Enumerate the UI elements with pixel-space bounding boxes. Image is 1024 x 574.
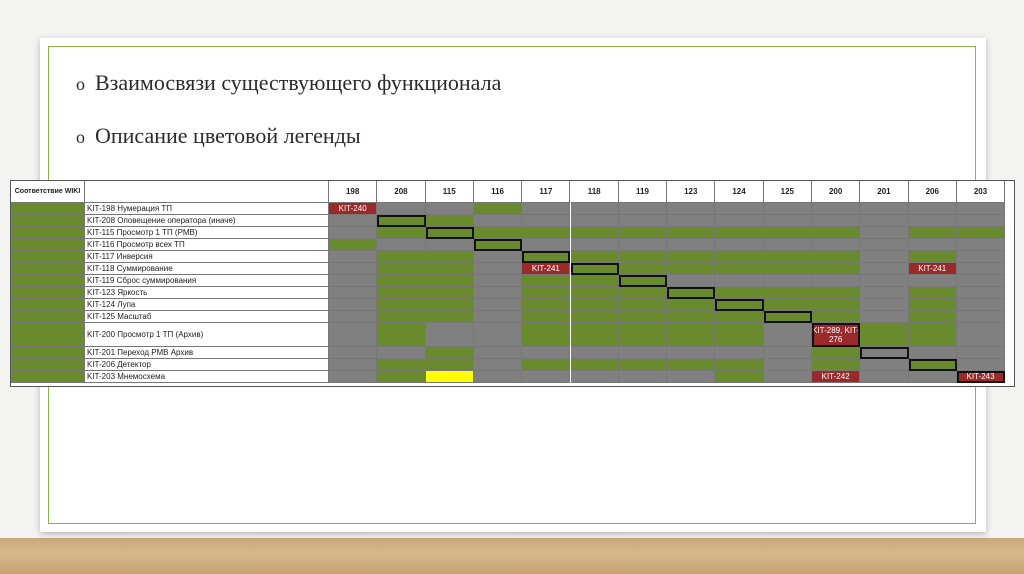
dependency-matrix (10, 180, 1015, 387)
matrix-cell (860, 371, 908, 383)
matrix-cell (619, 311, 667, 323)
wiki-status-cell (11, 359, 85, 371)
row-label: KIT-119 Сброс суммирования (85, 275, 329, 287)
matrix-cell (377, 359, 425, 371)
matrix-cell (764, 215, 812, 227)
matrix-cell (667, 215, 715, 227)
matrix-cell (474, 215, 522, 227)
matrix-cell (860, 311, 908, 323)
matrix-cell (619, 275, 667, 287)
matrix-cell (957, 299, 1005, 311)
matrix-cell (474, 323, 522, 347)
matrix-cell (957, 275, 1005, 287)
matrix-cell (957, 239, 1005, 251)
matrix-cell (474, 359, 522, 371)
matrix-cell (426, 215, 474, 227)
matrix-cell (474, 275, 522, 287)
matrix-cell (764, 275, 812, 287)
matrix-cell (667, 311, 715, 323)
bullet-1 (76, 70, 501, 96)
matrix-cell (474, 347, 522, 359)
matrix-cell (426, 263, 474, 275)
matrix-cell (571, 359, 619, 371)
matrix-cell (715, 251, 763, 263)
matrix-cell (619, 251, 667, 263)
matrix-cell (474, 311, 522, 323)
matrix-cell (426, 227, 474, 239)
matrix-cell (571, 275, 619, 287)
matrix-cell (715, 239, 763, 251)
column-header: 200 (812, 181, 860, 203)
matrix-cell (377, 371, 425, 383)
wiki-status-cell (11, 239, 85, 251)
matrix-cell (667, 323, 715, 347)
matrix-cell (571, 311, 619, 323)
matrix-cell (909, 275, 957, 287)
matrix-cell (377, 239, 425, 251)
column-header: 203 (957, 181, 1005, 203)
matrix-cell (474, 287, 522, 299)
matrix-cell (329, 215, 377, 227)
matrix-cell (667, 227, 715, 239)
matrix-cell (764, 239, 812, 251)
column-header: 206 (909, 181, 957, 203)
matrix-cell (377, 227, 425, 239)
matrix-cell (329, 323, 377, 347)
column-header: 115 (426, 181, 474, 203)
matrix-cell (377, 347, 425, 359)
matrix-cell (957, 251, 1005, 263)
matrix-cell (812, 251, 860, 263)
bullet-marker: o (76, 127, 85, 147)
matrix-cell (667, 239, 715, 251)
column-header: 117 (522, 181, 570, 203)
matrix-cell (957, 311, 1005, 323)
row-label: KIT-198 Нумерация ТП (85, 203, 329, 215)
matrix-cell (377, 323, 425, 347)
matrix-cell (667, 359, 715, 371)
matrix-cell (522, 347, 570, 359)
matrix-cell (764, 323, 812, 347)
matrix-cell (909, 251, 957, 263)
matrix-cell (860, 347, 908, 359)
row-label: KIT-125 Масштаб (85, 311, 329, 323)
matrix-cell (909, 359, 957, 371)
ticket-badge: KIT-289, KIT-276 (812, 323, 860, 347)
matrix-cell (667, 263, 715, 275)
matrix-cell (522, 227, 570, 239)
matrix-cell (667, 299, 715, 311)
matrix-cell (619, 203, 667, 215)
matrix-cell (522, 239, 570, 251)
matrix-cell (522, 287, 570, 299)
matrix-cell (426, 275, 474, 287)
matrix-cell (426, 239, 474, 251)
matrix-cell (426, 323, 474, 347)
matrix-cell (426, 251, 474, 263)
ticket-badge: KIT-242 (812, 371, 860, 383)
corner-header: Соответствие WIKI (11, 181, 85, 203)
matrix-cell (329, 227, 377, 239)
matrix-cell (764, 203, 812, 215)
matrix-cell (619, 347, 667, 359)
row-label: KIT-116 Просмотр всех ТП (85, 239, 329, 251)
row-label: KIT-118 Суммирование (85, 263, 329, 275)
matrix-cell (426, 287, 474, 299)
matrix-cell (329, 239, 377, 251)
desk-surface (0, 538, 1024, 574)
wiki-status-cell (11, 227, 85, 239)
matrix-cell (909, 203, 957, 215)
matrix-cell (909, 287, 957, 299)
matrix-cell (619, 287, 667, 299)
row-label: KIT-124 Лупа (85, 299, 329, 311)
matrix-cell (715, 275, 763, 287)
wiki-status-cell (11, 251, 85, 263)
matrix-cell (667, 275, 715, 287)
matrix-cell (571, 251, 619, 263)
matrix-cell (860, 203, 908, 215)
matrix-cell (764, 251, 812, 263)
matrix-cell (426, 311, 474, 323)
matrix-cell (909, 215, 957, 227)
matrix-cell (619, 299, 667, 311)
matrix-cell (715, 323, 763, 347)
matrix-cell (860, 263, 908, 275)
column-header: 198 (329, 181, 377, 203)
matrix-cell (909, 239, 957, 251)
matrix-cell (426, 371, 474, 383)
matrix-cell (329, 359, 377, 371)
row-label: KIT-115 Просмотр 1 ТП (РМВ) (85, 227, 329, 239)
matrix-cell (619, 371, 667, 383)
matrix-cell (860, 215, 908, 227)
matrix-cell (957, 263, 1005, 275)
column-header: 208 (377, 181, 425, 203)
matrix-cell (667, 347, 715, 359)
matrix-cell (909, 311, 957, 323)
matrix-cell (571, 215, 619, 227)
matrix-cell (957, 215, 1005, 227)
matrix-cell (329, 371, 377, 383)
matrix-cell (377, 203, 425, 215)
matrix-cell (715, 263, 763, 275)
column-header: 125 (764, 181, 812, 203)
matrix-cell (812, 275, 860, 287)
matrix-cell (619, 215, 667, 227)
matrix-cell (860, 251, 908, 263)
ticket-badge: KIT-240 (329, 203, 377, 215)
matrix-cell (426, 347, 474, 359)
column-header: 118 (571, 181, 619, 203)
matrix-cell (812, 287, 860, 299)
matrix-cell (377, 299, 425, 311)
matrix-cell (957, 347, 1005, 359)
matrix-cell (764, 311, 812, 323)
wiki-status-cell (11, 215, 85, 227)
column-header: 201 (860, 181, 908, 203)
matrix-cell (426, 203, 474, 215)
matrix-cell (377, 275, 425, 287)
matrix-cell (329, 287, 377, 299)
matrix-cell (377, 251, 425, 263)
matrix-cell (812, 227, 860, 239)
matrix-cell (957, 323, 1005, 347)
matrix-cell (522, 299, 570, 311)
bullet-text: Взаимосвязи существующего функционала (95, 70, 502, 95)
wiki-status-cell (11, 263, 85, 275)
matrix-cell (715, 371, 763, 383)
matrix-cell (571, 323, 619, 347)
wiki-status-cell (11, 299, 85, 311)
matrix-cell (909, 299, 957, 311)
matrix-cell (522, 323, 570, 347)
matrix-cell (812, 359, 860, 371)
matrix-cell (860, 239, 908, 251)
label-column-header (85, 181, 329, 203)
matrix-cell (860, 323, 908, 347)
matrix-cell (571, 371, 619, 383)
row-label: KIT-123 Яркость (85, 287, 329, 299)
bullet-marker: o (76, 74, 85, 94)
matrix-cell (571, 347, 619, 359)
matrix-cell (715, 215, 763, 227)
column-header: 116 (474, 181, 522, 203)
row-label: KIT-208 Оповещение оператора (иначе) (85, 215, 329, 227)
matrix-cell (377, 311, 425, 323)
matrix-cell (715, 311, 763, 323)
matrix-cell (812, 311, 860, 323)
matrix-cell (377, 287, 425, 299)
matrix-cell (909, 347, 957, 359)
matrix-cell (619, 227, 667, 239)
matrix-cell (860, 359, 908, 371)
matrix-cell (619, 239, 667, 251)
column-header: 124 (715, 181, 763, 203)
matrix-cell (764, 299, 812, 311)
matrix-cell (812, 299, 860, 311)
row-label: KIT-117 Инверсия (85, 251, 329, 263)
matrix-cell (619, 323, 667, 347)
wiki-status-cell (11, 311, 85, 323)
matrix-cell (715, 299, 763, 311)
wiki-status-cell (11, 323, 85, 347)
matrix-cell (715, 287, 763, 299)
matrix-cell (715, 203, 763, 215)
matrix-cell (909, 323, 957, 347)
matrix-cell (860, 227, 908, 239)
matrix-cell (474, 251, 522, 263)
matrix-cell (957, 287, 1005, 299)
matrix-cell (667, 251, 715, 263)
matrix-cell (812, 203, 860, 215)
matrix-cell (715, 359, 763, 371)
matrix-cell (571, 299, 619, 311)
matrix-cell (909, 227, 957, 239)
matrix-cell (571, 227, 619, 239)
matrix-cell (764, 227, 812, 239)
ticket-badge: KIT-243 (957, 371, 1005, 383)
matrix-cell (571, 287, 619, 299)
matrix-cell (329, 275, 377, 287)
bullet-text: Описание цветовой легенды (95, 123, 361, 148)
row-label: KIT-201 Переход РМВ Архив (85, 347, 329, 359)
matrix-cell (329, 299, 377, 311)
matrix-cell (522, 215, 570, 227)
matrix-cell (957, 359, 1005, 371)
matrix-cell (715, 227, 763, 239)
wiki-status-cell (11, 287, 85, 299)
matrix-cell (957, 227, 1005, 239)
matrix-cell (329, 251, 377, 263)
matrix-cell (667, 203, 715, 215)
matrix-cell (474, 299, 522, 311)
column-header: 119 (619, 181, 667, 203)
matrix-cell (426, 359, 474, 371)
matrix-cell (764, 287, 812, 299)
wiki-status-cell (11, 371, 85, 383)
matrix-cell (764, 347, 812, 359)
wiki-status-cell (11, 203, 85, 215)
matrix-cell (474, 239, 522, 251)
matrix-cell (667, 371, 715, 383)
matrix-cell (812, 215, 860, 227)
bullet-2 (76, 123, 361, 149)
matrix-cell (571, 239, 619, 251)
matrix-cell (812, 239, 860, 251)
matrix-cell (860, 275, 908, 287)
matrix-cell (329, 347, 377, 359)
matrix-cell (522, 251, 570, 263)
matrix-cell (474, 371, 522, 383)
wiki-status-cell (11, 275, 85, 287)
matrix-cell (764, 263, 812, 275)
ticket-badge: KIT-241 (909, 263, 957, 275)
matrix-cell (522, 311, 570, 323)
row-label: KIT-206 Детектор (85, 359, 329, 371)
matrix-cell (764, 359, 812, 371)
wiki-status-cell (11, 347, 85, 359)
matrix-cell (522, 275, 570, 287)
matrix-cell (619, 359, 667, 371)
matrix-cell (957, 203, 1005, 215)
matrix-cell (522, 359, 570, 371)
matrix-cell (571, 263, 619, 275)
ticket-badge: KIT-241 (522, 263, 570, 275)
matrix-cell (474, 227, 522, 239)
row-label: KIT-203 Мнемосхема (85, 371, 329, 383)
matrix-cell (329, 263, 377, 275)
matrix-cell (329, 311, 377, 323)
matrix-cell (474, 263, 522, 275)
matrix-cell (715, 347, 763, 359)
matrix-cell (764, 371, 812, 383)
matrix-cell (860, 299, 908, 311)
matrix-cell (377, 263, 425, 275)
matrix-cell (812, 347, 860, 359)
matrix-cell (619, 263, 667, 275)
matrix-cell (522, 203, 570, 215)
row-label: KIT-200 Просмотр 1 ТП (Архив) (85, 323, 329, 347)
matrix-cell (812, 263, 860, 275)
matrix-cell (667, 287, 715, 299)
matrix-cell (377, 215, 425, 227)
matrix-cell (860, 287, 908, 299)
matrix-cell (909, 371, 957, 383)
column-header: 123 (667, 181, 715, 203)
matrix-cell (426, 299, 474, 311)
matrix-cell (571, 203, 619, 215)
matrix-cell (522, 371, 570, 383)
matrix-cell (474, 203, 522, 215)
